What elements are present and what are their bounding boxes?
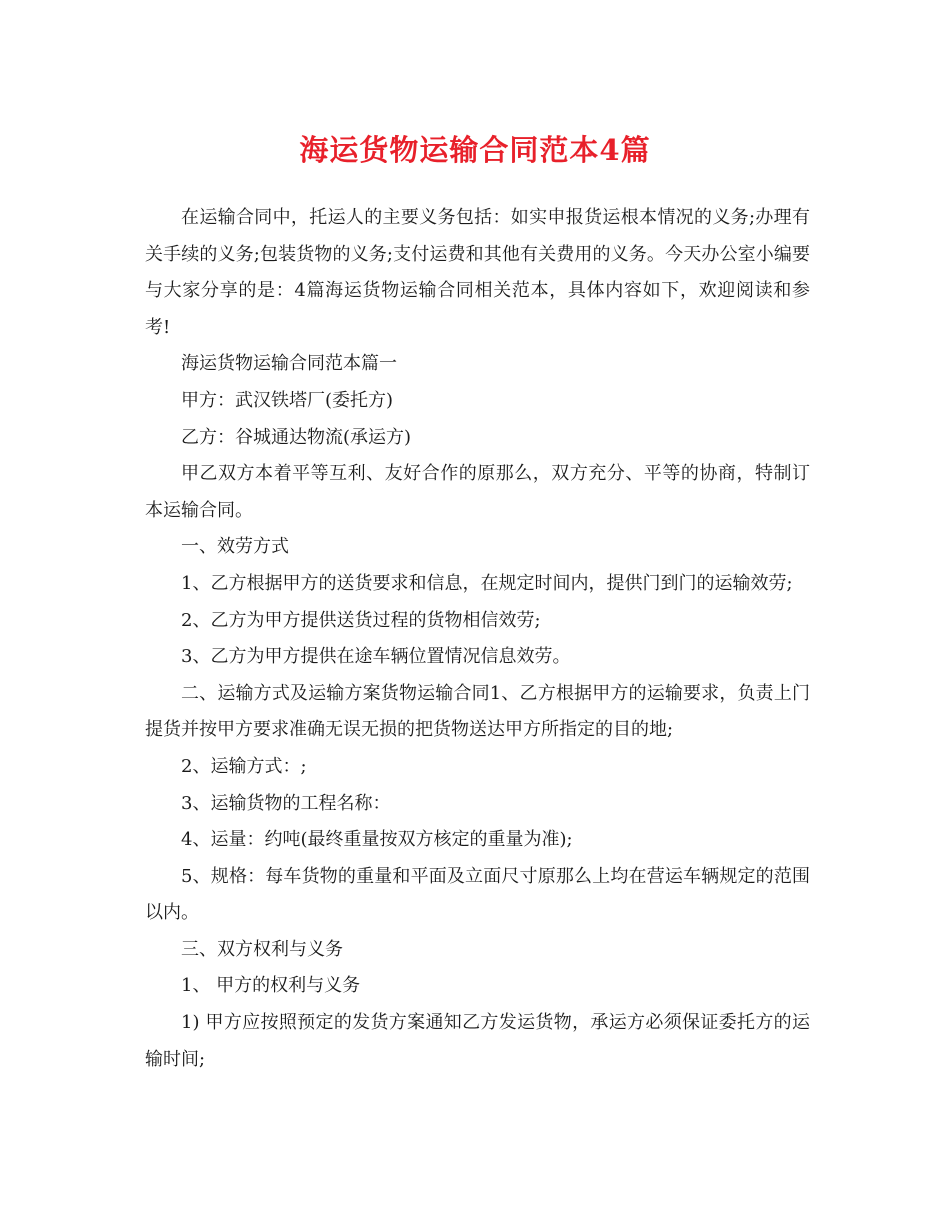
paragraph-item: 2、乙方为甲方提供送货过程的货物相信效劳; xyxy=(181,609,541,631)
document-body xyxy=(145,200,810,1078)
paragraph-intro: 在运输合同中，托运人的主要义务包括：如实申报货运根本情况的义务;办理有关手续的义务;包装货物的义务;支付运费和其他有关费用的义务。今天办公室小编要与大家分享的是：4篇海运货物运输合同相关范本，具体内容如下，欢迎阅读和参考! xyxy=(145,207,810,338)
paragraph-party-a: 甲方：武汉铁塔厂(委托方) xyxy=(181,389,394,411)
paragraph-item: 1) 甲方应按照预定的发货方案通知乙方发运货物，承运方必须保证委托方的运输时间; xyxy=(145,1012,810,1070)
document-title: 海运货物运输合同范本4篇 xyxy=(299,133,651,167)
paragraph-item: 4、运量：约吨(最终重量按双方核定的重量为准); xyxy=(181,829,573,851)
paragraph-heading-2: 二、运输方式及运输方案货物运输合同1、乙方根据甲方的运输要求，负责上门提货并按甲方要求准确无误无损的把货物送达甲方所指定的目的地; xyxy=(145,682,810,741)
paragraph-heading-1: 一、效劳方式 xyxy=(181,536,289,558)
paragraph-item: 5、规格：每车货物的重量和平面及立面尺寸原那么上均在营运车辆规定的范围以内。 xyxy=(145,865,810,924)
paragraph-item: 1、乙方根据甲方的送货要求和信息，在规定时间内，提供门到门的运输效劳; xyxy=(181,572,793,594)
paragraph-item: 3、运输货物的工程名称： xyxy=(181,792,391,814)
paragraph-party-b: 乙方：谷城通达物流(承运方) xyxy=(181,426,412,448)
paragraph-subheading: 1、 甲方的权利与义务 xyxy=(181,975,361,997)
paragraph-heading-3: 三、双方权利与义务 xyxy=(181,938,343,960)
paragraph-section-heading: 海运货物运输合同范本篇一 xyxy=(181,353,397,375)
paragraph-preamble: 甲乙双方本着平等互利、友好合作的原那么，双方充分、平等的协商，特制订本运输合同。 xyxy=(145,463,810,521)
paragraph-item: 3、乙方为甲方提供在途车辆位置情况信息效劳。 xyxy=(181,646,571,668)
paragraph-item: 2、运输方式：; xyxy=(181,755,307,777)
